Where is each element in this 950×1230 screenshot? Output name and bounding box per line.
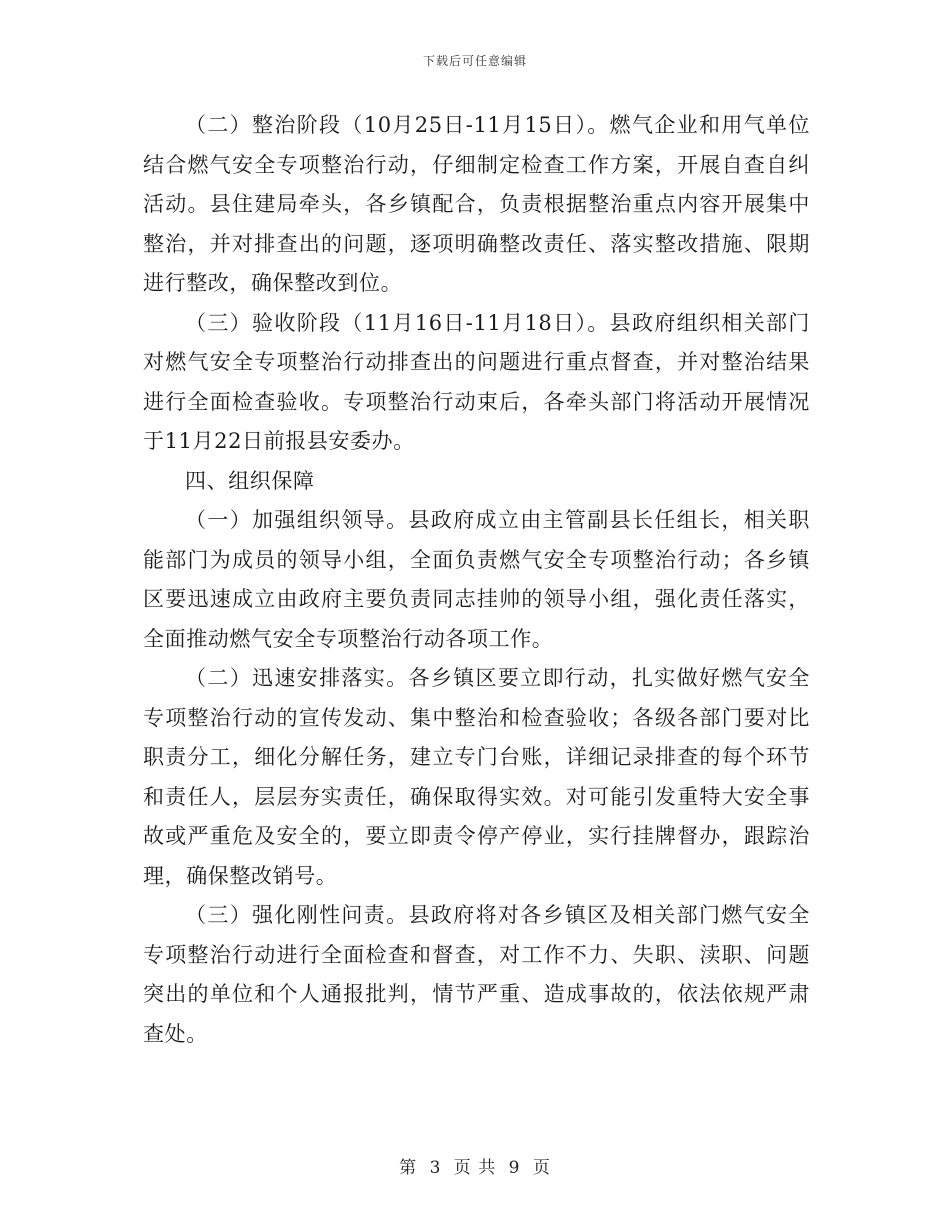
footer-middle: 页 共	[453, 1158, 497, 1178]
section-heading-organization: 四、组织保障	[185, 468, 315, 493]
paragraph-accountability: （三）强化刚性问责。县政府将对各乡镇区及相关部门燃气安全专项整治行动进行全面检查和督查，对工作不力、失职、渎职、问题突出的单位和个人通报批判，情节严重、造成事故的，依法依规严肃查处。	[143, 903, 810, 1046]
page-number-footer	[0, 1153, 950, 1178]
paragraph-acceptance-stage: （三）验收阶段（11月16日-11月18日）。县政府组织相关部门对燃气安全专项整治行动排查出的问题进行重点督查，并对整治结果进行全面检查验收。专项整治行动束后，各牵头部门将活动开展情况于11月22日前报县安委办。	[143, 310, 810, 453]
paragraph-rectification-stage: （二）整治阶段（10月25日-11月15日）。燃气企业和用气单位结合燃气安全专项整治行动，仔细制定检查工作方案，开展自查自纠活动。县住建局牵头，各乡镇配合，负责根据整治重点内容开展集中整治，并对排查出的问题，逐项明确整改责任、落实整改措施、限期进行整改，确保整改到位。	[143, 113, 810, 295]
page-header: 下载后可任意编辑	[422, 54, 527, 68]
paragraph-implementation: （二）迅速安排落实。各乡镇区要立即行动，扎实做好燃气安全专项整治行动的宣传发动、集中整治和检查验收；各级各部门要对比职责分工，细化分解任务，建立专门台账，详细记录排查的每个环节和责任人，层层夯实责任，确保取得实效。对可能引发重特大安全事故或严重危及安全的，要立即责令停产停业，实行挂牌督办，跟踪治理，确保整改销号。	[143, 666, 810, 888]
current-page-number: 3	[429, 1158, 442, 1178]
paragraph-leadership: （一）加强组织领导。县政府成立由主管副县长任组长，相关职能部门为成员的领导小组，全面负责燃气安全专项整治行动；各乡镇区要迅速成立由政府主要负责同志挂帅的领导小组，强化责任落实，全面推动燃气安全专项整治行动各项工作。	[143, 508, 810, 651]
footer-suffix: 页	[532, 1158, 551, 1178]
footer-prefix: 第	[399, 1158, 418, 1178]
document-body	[143, 106, 810, 1054]
total-page-number: 9	[508, 1158, 521, 1178]
